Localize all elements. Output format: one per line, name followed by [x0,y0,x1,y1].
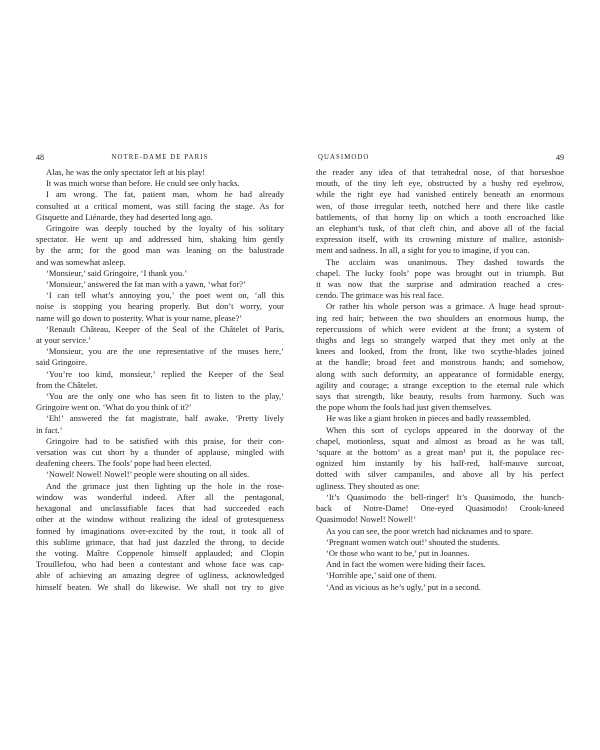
text-line: ‘Eh!’ answered the fat magistrate, half awake. ‘Pretty lively [46,413,284,424]
text-line: said Gringoire. [36,357,87,368]
text-line: by the arm; for the good man was leaning on the balustrade [36,245,284,256]
text-line: the voting. Maître Coppenole himself applauded; and Clopin [36,547,284,558]
text-line: When this sort of cyclops appeared in the doorway of the [326,424,564,435]
text-line: And in fact the women were hiding their faces. [326,559,486,570]
right-running-title: QUASIMODO [318,154,370,161]
text-line: from the Châtelet. [36,379,98,390]
left-page-text [36,167,284,593]
text-line: other at the window without realizing the ideal of grotesqueness [36,514,284,525]
text-line: ‘Nowel! Nowel! Nowel!’ people were shouting on all sides. [46,469,250,480]
text-line: along with such deformity, an appearance of formidable energy, [316,368,564,379]
text-line: thighs and legs so strangely warped that they met only at the [316,335,564,346]
text-line: the reader any idea of that tetrahedral nose, of that horseshoe [316,167,564,177]
right-page-text [316,167,564,593]
text-line: ‘Pregnant women watch out!’ shouted the students. [326,536,500,547]
text-line: ‘Renault Château, Keeper of the Seal of the Châtelet of Paris, [46,323,284,334]
text-line: Gringoire went on. ‘What do you think of it?’ [36,402,192,413]
text-line: agility and courage; a strange exception to the eternal rule which [316,379,564,390]
text-line: ‘And as vicious as he’s ugly,’ put in a second. [326,581,481,592]
text-line: cendo. The grimace was his real face. [316,290,444,301]
text-line: ognized him instantly by his half-red, half-mauve surcoat, [316,458,564,469]
text-line: versation was cut short by a thunder of applause, mingled with [36,447,284,458]
text-line: ‘You are the only one who has seen fit to listen to the play,’ [46,391,284,402]
text-line: mouth, of the tiny left eye, obstructed by a bushy red eyebrow, [316,178,564,189]
text-line: noise is stopping you hearing properly. But don’t worry, your [36,301,284,312]
text-line: Alas, he was the only spectator left at his play! [46,167,206,177]
text-line: ugliness. They shouted as one: [316,480,420,491]
text-line: wen, of those irregular teeth, notched here and there like castle [316,200,564,211]
text-line: ‘Horrible ape,’ said one of them. [326,570,437,581]
text-line: As you can see, the poor wretch had nicknames and to spare. [326,525,534,536]
text-line: Quasimodo! Nowel! Nowel!’ [316,514,417,525]
text-line: ‘Monsieur, you are the one representative of the muses here,’ [46,346,284,357]
text-line: ment and sadness. In all, a sight for you to imagine, if you can. [316,245,530,256]
text-line: says that strength, like beauty, results from harmony. Such was [316,391,564,402]
left-page-number: 48 [36,153,44,162]
left-page [36,153,284,593]
text-line: I am wrong. The fat, patient man, whom he had already [46,189,284,200]
text-line: name will go down to posterity. What is your name, please?’ [36,312,243,323]
right-page [316,153,564,593]
text-line: The acclaim was unanimous. They dashed towards the [326,256,564,267]
text-line: ‘You’re too kind, monsieur,’ replied the Keeper of the Seal [46,368,284,379]
text-line: It was much worse than before. He could see only backs. [46,178,240,189]
text-line: able of achieving an amazing degree of ugliness, acknowledged [36,570,284,581]
text-line: And the grimace just then lighting up the hole in the rose- [46,480,284,491]
text-line: back of Notre-Dame! One-eyed Quasimodo! Crook-kneed [316,503,564,514]
text-line: Gringoire had to be satisfied with this praise, for their con- [46,435,284,446]
text-line: Or rather his whole person was a grimace. A huge head sprout- [326,301,564,312]
text-line: consulted at a critical moment, was still facing the stage. As for [36,200,284,211]
text-line: Gringoire was deeply touched by the loyalty of his solitary [46,223,284,234]
left-running-title: NOTRE-DAME DE PARIS [111,154,209,161]
text-line: it was now that the surprise and admiration reached a cres- [316,279,564,290]
text-line: formed by imaginations over-excited by the rout, it took all of [36,525,284,536]
text-line: Gisquette and Liénarde, they had deserted long ago. [36,211,213,222]
text-line: while the right eye had vanished entirely beneath an enormous [316,189,564,200]
text-line: and was somewhat asleep. [36,256,126,267]
text-line: dotted with silver campaniles, and above all by his perfect [316,469,564,480]
text-line: ‘Monsieur,’ said Gringoire, ‘I thank you.’ [46,267,188,278]
text-line: Trouillefou, who had been a contestant and whose face was cap- [36,559,284,570]
text-line: chapel. The lucky fools’ pope was brought out in triumph. But [316,267,564,278]
right-page-number: 49 [556,153,564,162]
text-line: ‘I can tell what’s annoying you,’ the poet went on, ‘all this [46,290,284,301]
text-line: at the handle; broad feet and monstrous hands; and somehow, [316,357,564,368]
text-line: in fact.’ [36,424,63,435]
text-line: the pope whom the fools had just given themselves. [316,402,492,413]
right-running-head [316,153,564,167]
text-line: deafening cheers. The fools’ pope had been elected. [36,458,212,469]
text-line: He was like a giant broken in pieces and badly reassembled. [326,413,531,424]
text-line: battlements, of that horny lip on which a tooth encroached like [316,211,564,222]
text-line: this sublime grimace, that had just dazzled the throng, to decide [36,536,284,547]
text-line: ‘square at the bottom’ as a great man¹ put it, the populace rec- [316,447,564,458]
text-line: ‘Monsieur,’ answered the fat man with a yawn, ‘what for?’ [46,279,246,290]
left-running-head [36,153,284,167]
text-line: ‘It’s Quasimodo the bell-ringer! It’s Quasimodo, the hunch- [326,491,564,502]
text-line: expression itself, with its crowning mixture of malice, astonish- [316,234,564,245]
text-line: repercussions of which were evident at the front; a system of [316,323,564,334]
text-line: ing red hair; between the two shoulders an enormous hump, the [316,312,564,323]
text-line: at your service.’ [36,335,91,346]
text-line: hexagonal and unclassifiable faces that had succeeded each [36,503,284,514]
text-line: spectator. He went up and addressed him, shaking him gently [36,234,284,245]
text-line: ‘Or those who want to be,’ put in Joannes. [326,547,470,558]
text-line: himself beaten. We shall do likewise. We shall not try to give [36,581,284,592]
text-line: window was wonderful indeed. After all the pentagonal, [36,491,284,502]
text-line: chapel, motionless, squat and almost as broad as he was tall, [316,435,564,446]
text-line: knees and looked, from the front, like two scythe-blades joined [316,346,564,357]
text-line: an elephant’s tusk, of that cleft chin, and above all of the facial [316,223,564,234]
